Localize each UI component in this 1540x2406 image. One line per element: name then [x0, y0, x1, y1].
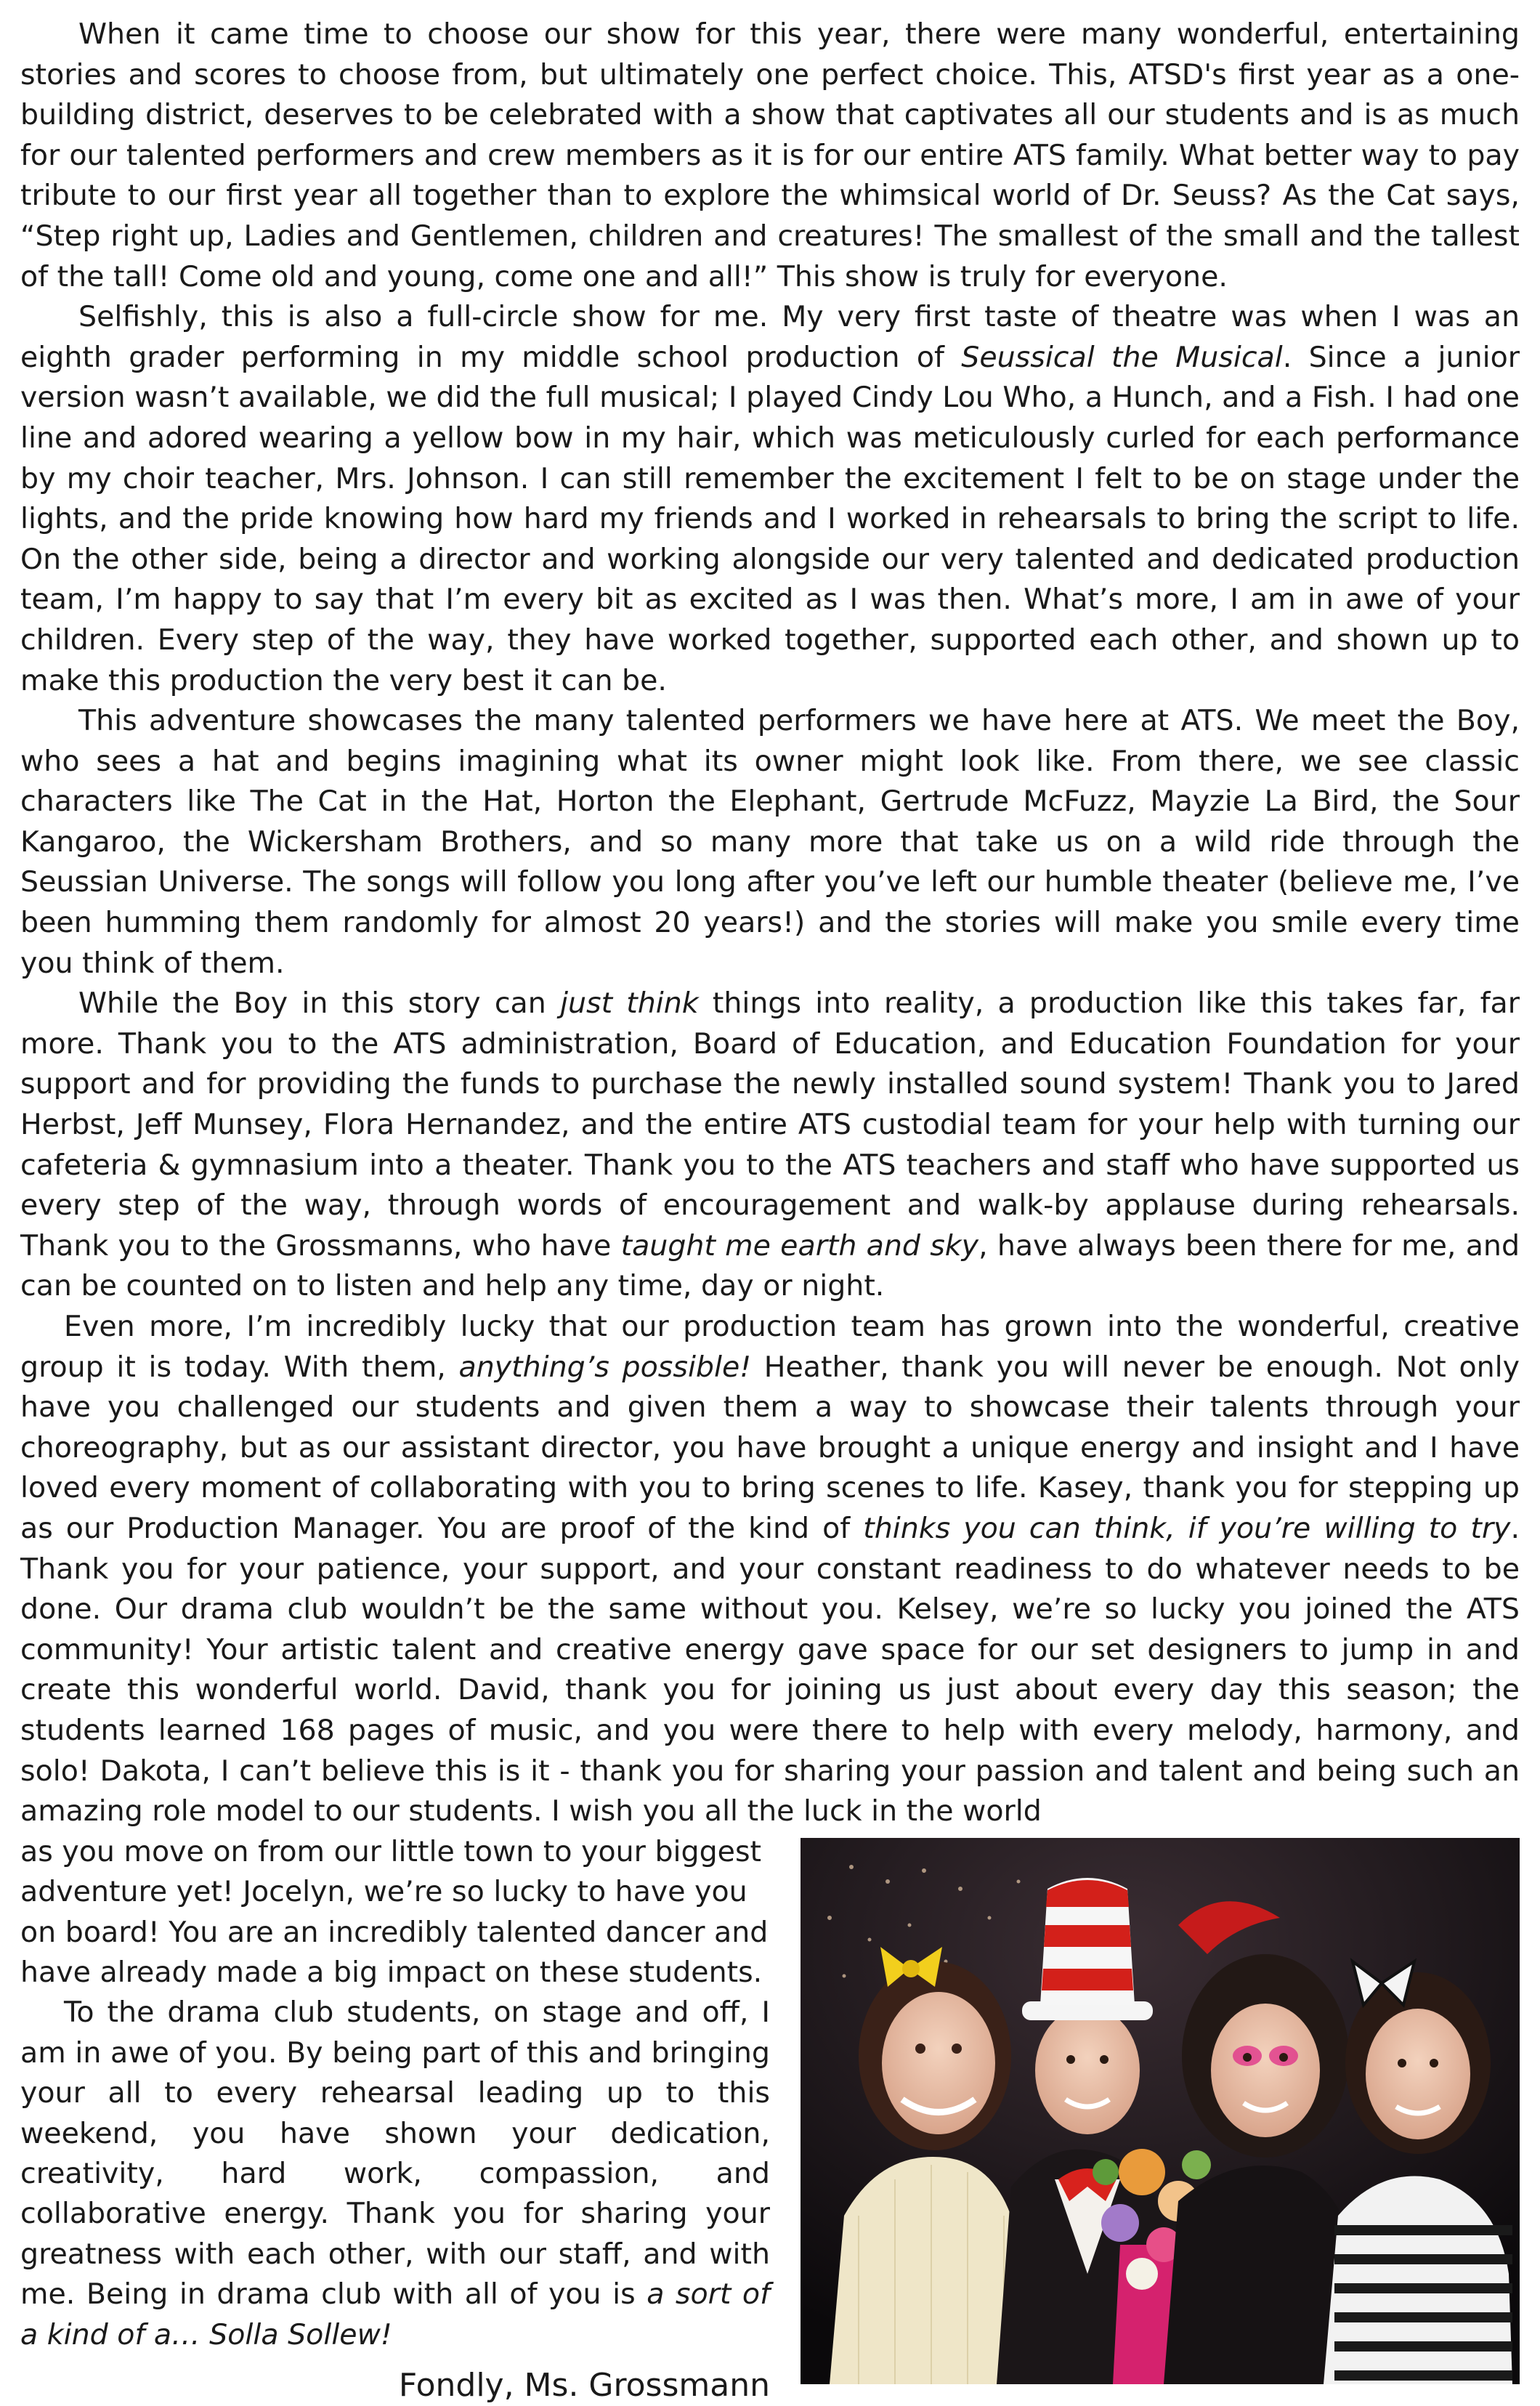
paragraph-full-circle	[20, 297, 1520, 701]
text: Selfishly, this is also a full-circle show for me. My very first taste of theatre was when I was an eighth grader performing in my middle school production of	[20, 300, 1520, 374]
paragraph-intro: When it came time to choose our show for this year, there were many wonderful, entertaining stories and scores to choose from, but ultimately one perfect choice. This, ATSD's first year as a one-building district, deserves to be celebrated with a show that captivates all our students and is as much for our talented performers and crew members as it is for our entire ATS family. What better way to pay tribute to our first year all together than to explore the whimsical world of Dr. Seuss? As the Cat says, “Step right up, Ladies and Gentlemen, children and creatures! The smallest of the small and the tallest of the tall! Come old and young, come one and all!” This show is truly for everyone.	[20, 17, 1520, 293]
text: . Thank you for your patience, your support, and your constant readiness to do whatever needs to be done. Our drama club wouldn’t be the same without you. Kelsey, we’re so lucky you joined the ATS community! Your artistic talent and creative energy gave space for our set designers to jump in and create this wonderful world. David, thank you for joining us just about every day this season; the students learned 168 pages of music, and you were there to help with every melody, harmony, and solo! Dakota, I can’t believe this is it - thank you for sharing your passion and talent and being such an amazing role model to our students. I wish you all the luck in the world	[20, 1511, 1520, 1828]
letter-page	[20, 15, 1520, 2406]
text: , have always been there for me, and can be counted on to listen and help any time, day or night.	[20, 1228, 1520, 1303]
emphasis: thinks you can think, if you’re willing to try	[863, 1511, 1511, 1545]
paragraph-production-team-continued: as you move on from our little town to your biggest adventure yet! Jocelyn, we’re so lucky to have you on board! You are an incredibly talented dancer and have already made a big impact on these students.	[20, 1834, 769, 1989]
paragraph-students	[20, 1993, 770, 2355]
emphasis: a sort of a kind of a… Solla Sollew!	[20, 2277, 770, 2352]
paragraph-production-team	[20, 1307, 1520, 1832]
emphasis: anything’s possible!	[458, 1350, 752, 1384]
bottom-section	[20, 1832, 1520, 2406]
text: To the drama club students, on stage and off, I am in awe of you. By being part of this and bringing your all to every rehearsal leading up to this weekend, you have shown your dedication, creativity, hard work, compassion, and collaborative energy. Thank you for sharing your greatness with each other, with our staff, and with me. Being in drama club with all of you is	[20, 1996, 770, 2312]
text: things into reality, a production like this takes far, far more. Thank you to the ATS administration, Board of Education, and Education Foundation for your support and for providing the funds to purchase the newly installed sound system! Thank you to Jared Herbst, Jeff Munsey, Flora Hernandez, and the entire ATS custodial team for your help with turning our cafeteria & gymnasium into a theater. Thank you to the ATS teachers and staff who have supported us every step of the way, through words of encouragement and walk-by applause during rehearsals. Thank you to the Grossmanns, who have	[20, 987, 1520, 1263]
text: Even more, I’m incredibly lucky that our production team has grown into the wonderful, creative group it is today. With them,	[20, 1310, 1520, 1384]
cast-photo	[801, 1838, 1520, 2384]
signoff: Fondly, Ms. Grossmann	[398, 2367, 770, 2404]
paragraph-thanks	[20, 984, 1520, 1307]
text: While the Boy in this story can	[78, 987, 560, 1021]
paragraph-characters: This adventure showcases the many talented performers we have here at ATS. We meet the Boy, who sees a hat and begins imagining what its owner might look like. From there, we see classic characters like The Cat in the Hat, Horton the Elephant, Gertrude McFuzz, Mayzie La Bird, the Sour Kangaroo, the Wickersham Brothers, and so many more that take us on a wild ride through the Seussian Universe. The songs will follow you long after you’ve left our humble theater (believe me, I’ve been humming them randomly for almost 20 years!) and the stories will make you smile every time you think of them.	[20, 704, 1520, 980]
show-title: Seussical the Musical	[961, 340, 1283, 374]
closing-column	[20, 1832, 770, 2406]
text: Heather, thank you will never be enough. Not only have you challenged our students and given them a way to showcase their talents through your choreography, but as our assistant director, you have brought a unique energy and insight and I have loved every moment of collaborating with you to bring scenes to life. Kasey, thank you for stepping up as our Production Manager. You are proof of the kind of	[20, 1350, 1520, 1545]
text: . Since a junior version wasn’t available, we did the full musical; I played Cindy Lou Who, a Hunch, and a Fish. I had one line and adored wearing a yellow bow in my hair, which was meticulously curled for each performance by my choir teacher, Mrs. Johnson. I can still remember the excitement I felt to be on stage under the lights, and the pride knowing how hard my friends and I worked in rehearsals to bring the script to life. On the other side, being a director and working alongside our very talented and dedicated production team, I’m happy to say that I’m every bit as excited as I was then. What’s more, I am in awe of your children. Every step of the way, they have worked together, supported each other, and shown up to make this production the very best it can be.	[20, 340, 1520, 697]
emphasis: taught me earth and sky	[620, 1228, 979, 1263]
cast-photo-illustration	[801, 1838, 1520, 2384]
emphasis: just think	[559, 987, 699, 1021]
